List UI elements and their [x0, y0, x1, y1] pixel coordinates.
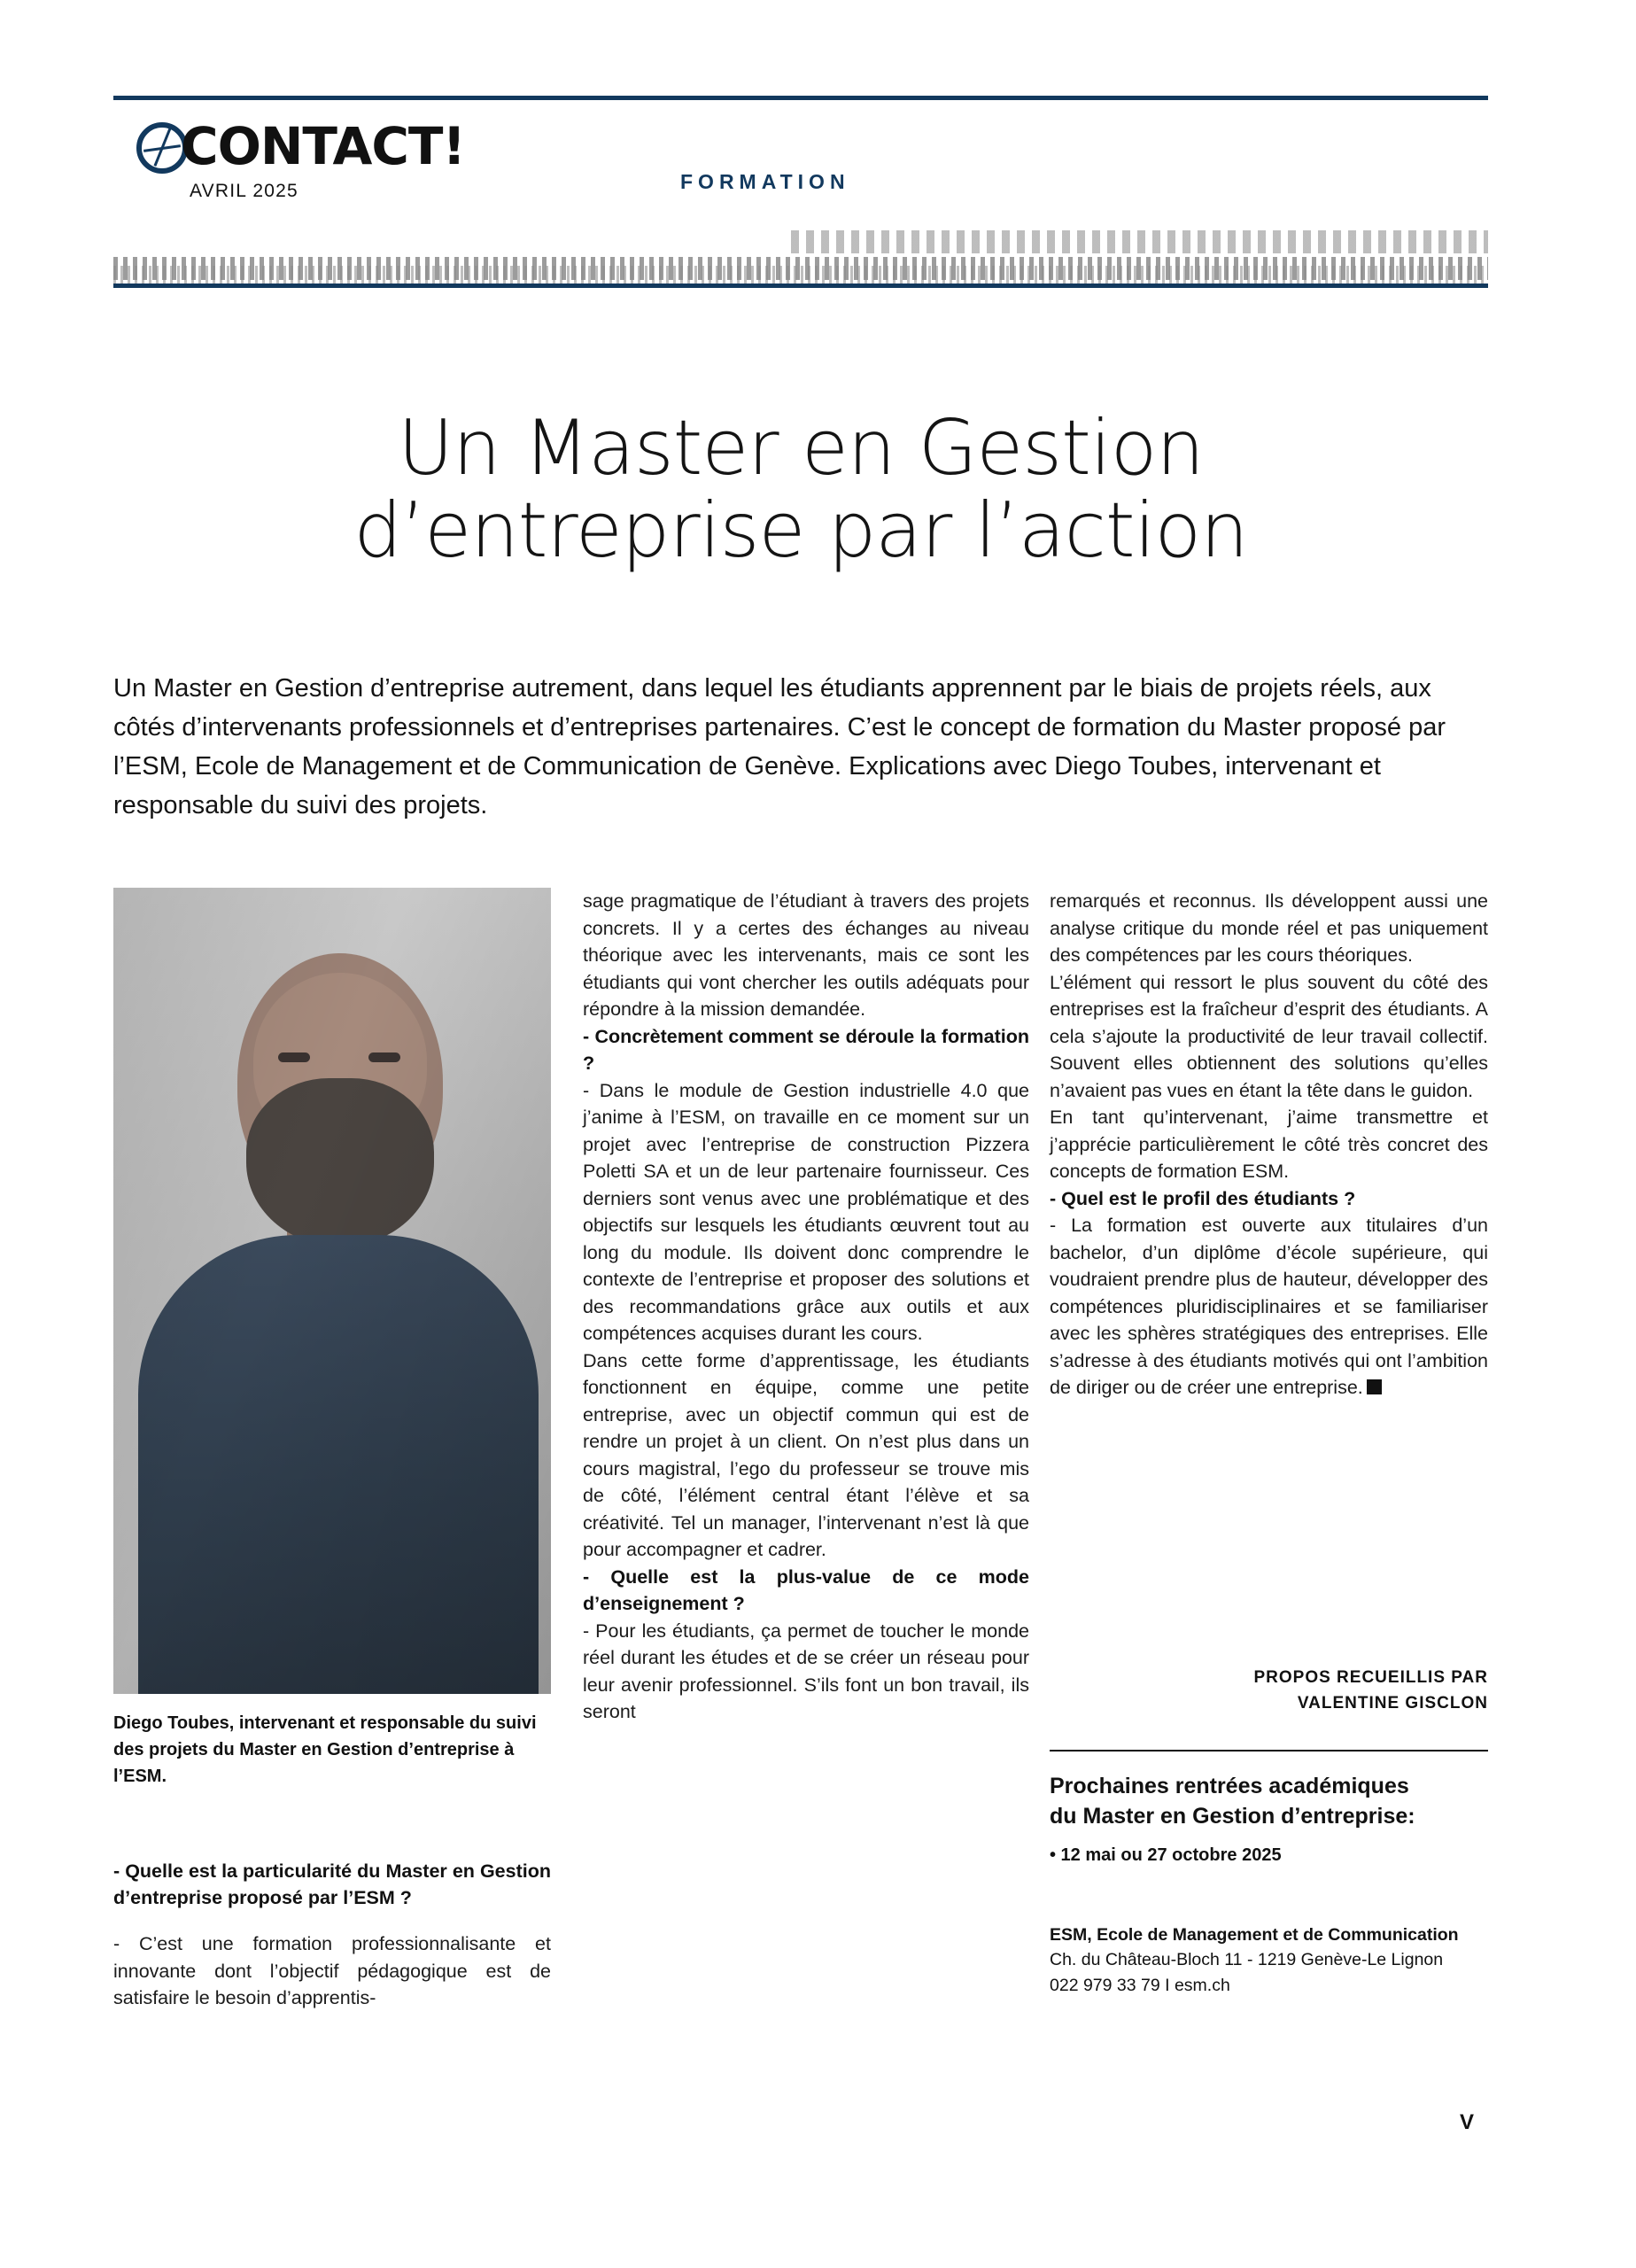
masthead [113, 96, 1488, 291]
promo-date-item: • 12 mai ou 27 octobre 2025 [1050, 1845, 1282, 1865]
question-1: - Quelle est la particularité du Master en Gestion d’entreprise proposé par l’ESM ? [113, 1860, 551, 1909]
answer-4a: L’élément qui ressort le plus souvent du côté des entreprises est la fraîcheur d’esprit des étudiants. A cela s’ajoute la productivité de leur travail collectif. Souvent elles obtiennent des solutions qu’elles n’avaient pas vues en étant la tête dans le guidon. [1050, 971, 1488, 1101]
photo-shading [113, 888, 551, 1694]
page-title [113, 404, 1488, 575]
answer-2b: Dans cette forme d’apprentissage, les étudiants fonctionnent en équipe, comme une petite entreprise, avec un objectif commun qui est de rendre un projet à un client. On n’est plus dans un cours magistral, l’ego du professeur se trouve mis de côté, l’élément central étant l’élève et sa créativité. Tel un manager, l’intervenant n’est là que pour accompagner et cadrer. [583, 1349, 1029, 1561]
col3-continuation: remarqués et reconnus. Ils développent aussi une analyse critique du monde réel et pas uniquement des compétences par les cours théoriques. [1050, 890, 1488, 967]
contact-phone: 022 979 33 79 I esm.ch [1050, 1975, 1230, 1995]
portrait-photo [113, 888, 551, 1694]
header-bottom-rule [113, 284, 1488, 288]
answer-4b: En tant qu’intervenant, j’aime transmettre et j’apprécie particulièrement le côté très concret des concepts de formation ESM. [1050, 1107, 1488, 1183]
contact-block [1050, 1922, 1488, 1998]
byline-line-1: PROPOS RECUEILLIS PAR [1253, 1668, 1488, 1687]
headline-line-2: d’entreprise par l’action [353, 485, 1248, 575]
standfirst: Un Master en Gestion d’entreprise autrement, dans lequel les étudiants apprennent par le biais de projets réels, aux côtés d’intervenants professionnels et d’entreprises partenaires. C’est le concept de formation du Master proposé par l’ESM, Ecole de Management et de Communication de Genève. Explications avec Diego Toubes, intervenant et responsable du suivi des projets. [113, 674, 1446, 820]
promo-title-line-2: du Master en Gestion d’entreprise: [1050, 1803, 1415, 1829]
byline [1050, 1666, 1488, 1716]
question-2: - Concrètement comment se déroule la formation ? [583, 1025, 1029, 1075]
contact-address: Ch. du Château-Bloch 11 - 1219 Genève-Le Lignon [1050, 1950, 1444, 1970]
brand-wordmark: CONTACT! [181, 116, 465, 176]
header-hatch-pattern-lower [113, 266, 1488, 285]
col2-continuation: sage pragmatique de l’étudiant à travers des projets concrets. Il y a certes des échanges au niveau théorique avec les intervenants, mais ce sont les étudiants qui vont chercher les outils adéquats pour répondre à la mission demandée. [583, 890, 1029, 1021]
byline-line-2: VALENTINE GISCLON [1297, 1693, 1488, 1713]
column-1 [113, 1838, 551, 2031]
answer-5 [1050, 1212, 1488, 1402]
question-4: - Quel est le profil des étudiants ? [1050, 1187, 1356, 1209]
section-label: FORMATION [680, 170, 850, 193]
answer-5-text: - La formation est ouverte aux titulaires d’un bachelor, d’un diplôme d’école supérieure, qui voudraient prendre plus de hauteur, développer des compétences pluridisciplinaires et se familiariser avec les sphères stratégiques des entreprises. Elle s’adresse à des étudiants motivés qui ont l’ambition de diriger ou de créer une entreprise. [1050, 1215, 1488, 1399]
promo-box [1050, 1772, 1488, 1866]
column-2 [583, 888, 1029, 1726]
header-top-rule [113, 96, 1488, 100]
answer-3: - Pour les étudiants, ça permet de toucher le monde réel durant les études et de se créer un réseau pour leur avenir professionnel. S’ils font un bon travail, ils seront [583, 1619, 1029, 1723]
promo-title-line-1: Prochaines rentrées académiques [1050, 1774, 1409, 1798]
brand-logo [131, 116, 503, 227]
end-mark-icon [1367, 1379, 1382, 1394]
page-number: V [1460, 2110, 1475, 2134]
contact-org: ESM, Ecole de Management et de Communication [1050, 1925, 1459, 1945]
column-3 [1050, 888, 1488, 1402]
question-3: - Quelle est la plus-value de ce mode d’enseignement ? [583, 1565, 1029, 1615]
answer-2a: - Dans le module de Gestion industrielle 4.0 que j’anime à l’ESM, on travaille en ce moment sur un projet avec l’entreprise de construction Pizzera Poletti SA et un de leur partenaire fournisseur. Ces derniers sont venus avec une problématique et des objectifs sur lesquels les étudiants œuvrent tout au long du module. Ils doivent donc comprendre le contexte de l’entreprise et proposer des solutions et des recommandations grâce aux outils et aux compétences acquises durant les cours. [583, 1079, 1029, 1345]
answer-1: - C’est une formation professionnalisante et innovante dont l’objectif pédagogique est de satisfaire le besoin d’apprentis- [113, 1933, 551, 2009]
promo-divider [1050, 1750, 1488, 1751]
issue-date: AVRIL 2025 [190, 181, 299, 201]
photo-caption: Diego Toubes, intervenant et responsable du suivi des projets du Master en Gestion d’entreprise à l’ESM. [113, 1713, 537, 1786]
headline-line-1: Un Master en Gestion [398, 404, 1204, 493]
